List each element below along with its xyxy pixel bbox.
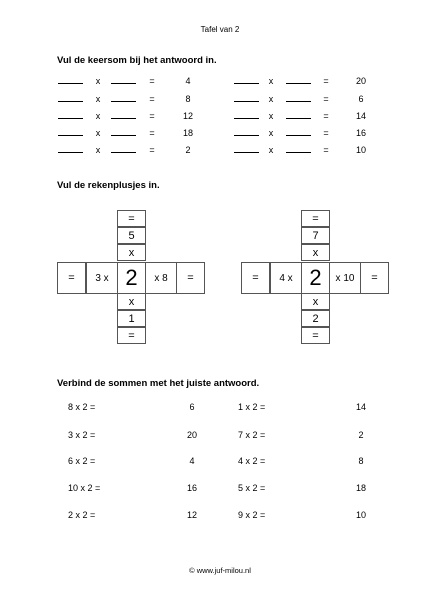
- answer-blank[interactable]: [58, 135, 83, 136]
- answer-blank[interactable]: [58, 101, 83, 102]
- puzzle-cell-right: x 8: [145, 262, 177, 294]
- answer-item[interactable]: 10: [355, 510, 366, 520]
- answer-blank[interactable]: [286, 83, 311, 84]
- answer-blank[interactable]: [286, 135, 311, 136]
- answer-item[interactable]: 20: [186, 430, 197, 440]
- puzzle-cell-bottom: 2: [301, 310, 330, 327]
- product-value: 10: [355, 145, 366, 155]
- sum-item[interactable]: 2 x 2 =: [68, 510, 96, 520]
- product-value: 4: [185, 76, 191, 86]
- answer-blank[interactable]: [58, 118, 83, 119]
- puzzle-cell-bottom[interactable]: =: [301, 327, 330, 344]
- product-value: 16: [355, 128, 366, 138]
- times-sign: x: [95, 128, 101, 138]
- times-sign: x: [268, 128, 274, 138]
- times-sign: x: [95, 145, 101, 155]
- answer-item[interactable]: 12: [186, 510, 197, 520]
- answer-blank[interactable]: [111, 118, 136, 119]
- puzzle-cell-top[interactable]: =: [301, 210, 330, 227]
- equals-sign: =: [323, 145, 329, 155]
- sum-item[interactable]: 5 x 2 =: [238, 483, 266, 493]
- product-value: 8: [185, 94, 191, 104]
- times-sign: x: [268, 76, 274, 86]
- answer-blank[interactable]: [286, 152, 311, 153]
- equals-sign: =: [323, 111, 329, 121]
- equals-sign: =: [149, 145, 155, 155]
- puzzle-cell-right[interactable]: =: [360, 262, 389, 294]
- puzzle-cell-bottom: x: [301, 293, 330, 310]
- puzzle-cell-top: x: [117, 244, 146, 261]
- puzzle-cell-top: 5: [117, 227, 146, 244]
- answer-blank[interactable]: [234, 135, 259, 136]
- answer-item[interactable]: 4: [189, 456, 195, 466]
- equals-sign: =: [149, 128, 155, 138]
- puzzle-cell-top[interactable]: =: [117, 210, 146, 227]
- answer-blank[interactable]: [58, 152, 83, 153]
- times-sign: x: [95, 94, 101, 104]
- answer-blank[interactable]: [286, 118, 311, 119]
- sum-item[interactable]: 4 x 2 =: [238, 456, 266, 466]
- puzzle-cell-bottom: x: [117, 293, 146, 310]
- puzzle-cell-right[interactable]: =: [176, 262, 205, 294]
- section1-heading: Vul de keersom bij het antwoord in.: [57, 55, 217, 66]
- answer-blank[interactable]: [111, 135, 136, 136]
- puzzle-cell-top: 7: [301, 227, 330, 244]
- sum-item[interactable]: 9 x 2 =: [238, 510, 266, 520]
- puzzle-center: 2: [117, 262, 146, 294]
- product-value: 2: [185, 145, 191, 155]
- puzzle-cell-left: 4 x: [270, 262, 302, 294]
- answer-item[interactable]: 2: [358, 430, 364, 440]
- equals-sign: =: [323, 76, 329, 86]
- answer-item[interactable]: 6: [189, 402, 195, 412]
- footer-copyright: © www.juf-milou.nl: [189, 566, 251, 575]
- answer-blank[interactable]: [234, 152, 259, 153]
- product-value: 18: [182, 128, 193, 138]
- product-value: 12: [182, 111, 193, 121]
- puzzle-cell-left: 3 x: [86, 262, 118, 294]
- equals-sign: =: [149, 76, 155, 86]
- equals-sign: =: [323, 94, 329, 104]
- product-value: 6: [358, 94, 364, 104]
- answer-blank[interactable]: [111, 83, 136, 84]
- sum-item[interactable]: 3 x 2 =: [68, 430, 96, 440]
- answer-blank[interactable]: [58, 83, 83, 84]
- puzzle-cell-bottom[interactable]: =: [117, 327, 146, 344]
- times-sign: x: [95, 111, 101, 121]
- answer-blank[interactable]: [111, 101, 136, 102]
- answer-blank[interactable]: [234, 118, 259, 119]
- sum-item[interactable]: 6 x 2 =: [68, 456, 96, 466]
- equals-sign: =: [323, 128, 329, 138]
- times-sign: x: [268, 111, 274, 121]
- equals-sign: =: [149, 111, 155, 121]
- answer-item[interactable]: 8: [358, 456, 364, 466]
- answer-item[interactable]: 18: [355, 483, 366, 493]
- answer-blank[interactable]: [234, 101, 259, 102]
- page-title: Tafel van 2: [200, 25, 240, 34]
- puzzle-cell-right: x 10: [329, 262, 361, 294]
- sum-item[interactable]: 10 x 2 =: [68, 483, 101, 493]
- puzzle-cell-bottom: 1: [117, 310, 146, 327]
- answer-item[interactable]: 14: [355, 402, 366, 412]
- puzzle-center: 2: [301, 262, 330, 294]
- times-sign: x: [268, 145, 274, 155]
- puzzle-cell-top: x: [301, 244, 330, 261]
- answer-item[interactable]: 16: [186, 483, 197, 493]
- equals-sign: =: [149, 94, 155, 104]
- answer-blank[interactable]: [111, 152, 136, 153]
- sum-item[interactable]: 1 x 2 =: [238, 402, 266, 412]
- times-sign: x: [95, 76, 101, 86]
- section2-heading: Vul de rekenplusjes in.: [57, 180, 160, 191]
- answer-blank[interactable]: [286, 101, 311, 102]
- puzzle-cell-left[interactable]: =: [57, 262, 86, 294]
- times-sign: x: [268, 94, 274, 104]
- product-value: 14: [355, 111, 366, 121]
- puzzle-cell-left[interactable]: =: [241, 262, 270, 294]
- sum-item[interactable]: 8 x 2 =: [68, 402, 96, 412]
- answer-blank[interactable]: [234, 83, 259, 84]
- section3-heading: Verbind de sommen met het juiste antwoord.: [57, 378, 260, 389]
- sum-item[interactable]: 7 x 2 =: [238, 430, 266, 440]
- product-value: 20: [355, 76, 366, 86]
